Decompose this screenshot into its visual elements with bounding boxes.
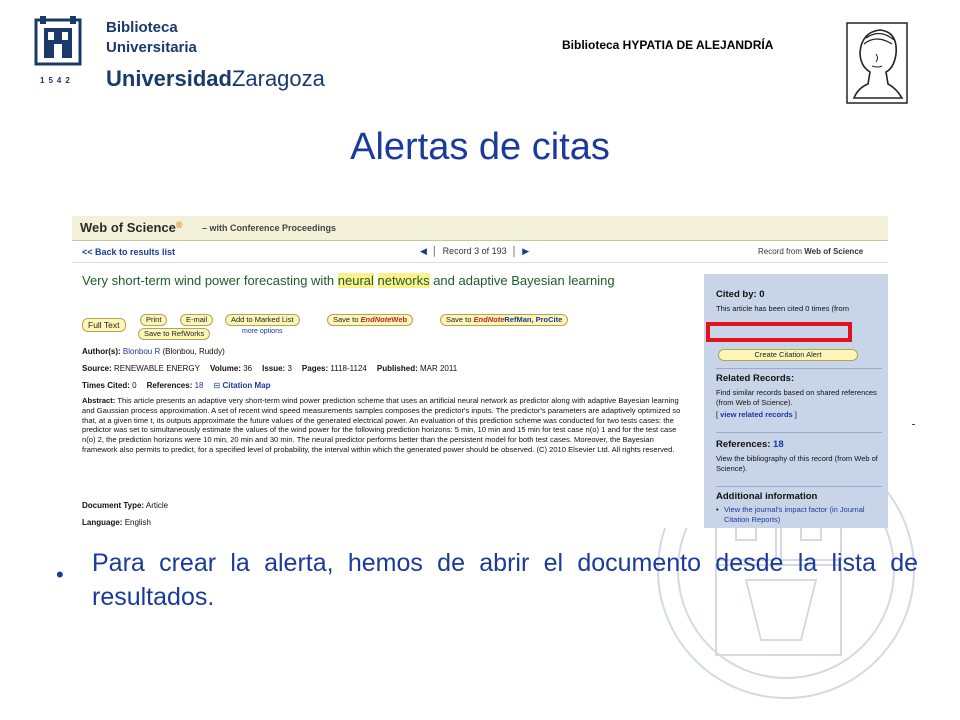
bullet-icon: •	[56, 562, 64, 587]
university-shield-icon	[30, 14, 98, 76]
logo-line-universidad	[106, 64, 325, 94]
record-source-prefix: Record from	[758, 247, 805, 256]
next-record-icon[interactable]: ▶	[522, 246, 530, 256]
previous-record-icon[interactable]: ◀	[420, 246, 427, 256]
language-value: English	[124, 518, 151, 527]
references-heading	[716, 440, 888, 450]
cited-by-label: Cited by:	[716, 289, 757, 300]
citation-line	[82, 381, 270, 390]
authors-label: Author(s):	[82, 347, 121, 356]
times-cited-label: Times Cited:	[82, 381, 130, 390]
abstract-label: Abstract:	[82, 396, 116, 405]
issue-label: Issue:	[262, 364, 286, 373]
document-type-label: Document Type:	[82, 501, 145, 510]
wos-topbar	[72, 216, 888, 241]
wos-brand-mark: ®	[175, 220, 183, 230]
bullet-instruction: Para crear la alerta, hemos de abrir el documento desde la lista de resultados.	[92, 549, 918, 611]
article-title-highlight-networks: networks	[377, 273, 430, 288]
source-line	[82, 364, 457, 373]
cited-by-text: This article has been cited 0 times (from	[716, 304, 849, 313]
print-button[interactable]: Print	[140, 314, 167, 326]
wos-brand	[80, 220, 182, 235]
logo-zaragoza: Zaragoza	[231, 66, 325, 91]
author-fullname: (Blonbou, Ruddy)	[162, 347, 225, 356]
logo-year: 1542	[40, 76, 74, 85]
record-source	[758, 247, 863, 256]
citation-map-icon[interactable]: ⊟	[213, 381, 221, 390]
bullet-icon: •	[716, 505, 719, 514]
sidebar-divider	[716, 486, 882, 487]
issue-value: 3	[287, 364, 292, 373]
related-records-section	[716, 374, 888, 420]
logo-text	[106, 18, 325, 94]
references-link[interactable]: 18	[194, 381, 204, 390]
record-counter: Record 3 of 193	[442, 246, 507, 256]
article-title[interactable]	[82, 273, 682, 289]
additional-info-heading: Additional information	[716, 491, 818, 502]
record-navigation: ◀ │ Record 3 of 193 │ ▶	[420, 246, 530, 256]
university-logo	[30, 14, 325, 92]
sidebar-references-label: References:	[716, 439, 771, 450]
endnote-label-2: EndNote	[473, 315, 505, 324]
document-type-line	[82, 501, 168, 510]
save-to-label-2: Save to	[446, 315, 474, 324]
impact-factor-link[interactable]: View the journal's impact factor (in Journal Citation Reports)	[724, 505, 865, 524]
library-name: Biblioteca HYPATIA DE ALEJANDRÍA	[562, 38, 774, 52]
source-label: Source:	[82, 364, 112, 373]
email-button[interactable]: E-mail	[180, 314, 213, 326]
published-label: Published:	[376, 364, 418, 373]
more-options-link[interactable]: more options	[242, 328, 283, 335]
endnote-web-label: Web	[391, 315, 408, 324]
article-title-start: Very short-term wind power forecasting with	[82, 273, 338, 288]
wos-subtitle: – with Conference Proceedings	[202, 223, 337, 233]
source-value: RENEWABLE ENERGY	[114, 364, 200, 373]
sidebar-divider	[716, 432, 882, 433]
citation-map-link[interactable]: Citation Map	[222, 381, 271, 390]
abstract	[82, 396, 688, 455]
pages-label: Pages:	[301, 364, 329, 373]
additional-info-section	[716, 492, 888, 525]
cited-by-value: 0	[759, 289, 765, 300]
abstract-text: This article presents an adaptive very short-term wind power prediction scheme that uses an artificial neural network as predictor along with adaptive Bayesian learning and Gaussian process approximation. A set of recent wind speed measurements samples composes the predictor's inputs. The predictor's parameters are adaptively optimized so that, at a given time t, its outputs approximate the future values of the generated electrical power. An evaluation of this prediction scheme was conducted for two tests cases: the predictor was set to simultaneously estimate the values of the wind power for the following prediction horizons: 5 min, 10 min and 15 min for test case n(o) 1 and for the test case n(o) 2, the prediction horizons were 10 min, 20 min and 30 min. The neural predictor performs better than the persistent model for both test cases. Moreover, the Bayesian framework also permits to predict, for a specified level of probability, the interval within which the generated power should be observed. (C) 2010 Elsevier Ltd. All rights reserved.	[82, 396, 681, 454]
impact-factor-item	[716, 505, 888, 525]
related-records-text: Find similar records based on shared references (from Web of Science).	[716, 388, 877, 407]
add-to-marked-list-button[interactable]: Add to Marked List	[225, 314, 300, 326]
cited-by-section	[716, 290, 888, 314]
volume-label: Volume:	[209, 364, 241, 373]
author-link[interactable]: Blonbou R	[122, 347, 161, 356]
page-title: Alertas de citas	[350, 126, 610, 168]
published-value: MAR 2011	[419, 364, 458, 373]
logo-line-biblioteca: Biblioteca	[106, 19, 178, 36]
article-title-highlight-neural: neural	[337, 273, 374, 288]
cited-by-heading	[716, 290, 888, 300]
times-cited-value: 0	[132, 381, 137, 390]
save-to-endnote-web-button[interactable]	[327, 314, 413, 326]
volume-value: 36	[243, 364, 253, 373]
logo-universidad: Universidad	[106, 66, 232, 91]
refman-procite-label: RefMan, ProCite	[504, 315, 563, 324]
sidebar-divider	[716, 368, 882, 369]
wos-brand-name: Web of Science	[80, 220, 176, 235]
related-records-link-row: [ view related records ]	[716, 410, 797, 419]
language-line	[82, 518, 151, 527]
record-source-name: Web of Science	[804, 247, 864, 256]
references-section	[716, 440, 888, 474]
slide-tick-mark	[912, 424, 915, 425]
create-citation-alert-button[interactable]: Create Citation Alert	[718, 349, 858, 361]
full-text-button[interactable]: Full Text	[82, 318, 126, 332]
language-label: Language:	[82, 518, 123, 527]
save-to-label: Save to	[333, 315, 361, 324]
save-to-refworks-button[interactable]: Save to RefWorks	[138, 328, 210, 340]
related-records-heading: Related Records:	[716, 373, 795, 384]
endnote-label: EndNote	[360, 315, 392, 324]
view-related-records-link[interactable]: view related records	[720, 410, 793, 419]
article-title-end: and adaptive Bayesian learning	[429, 273, 615, 288]
pages-value: 1118-1124	[330, 364, 367, 373]
hypatia-portrait-icon	[846, 22, 908, 104]
logo-line-universitaria: Universitaria	[106, 39, 197, 56]
citation-alert-highlight-box	[706, 322, 852, 342]
wos-record-screenshot	[72, 216, 888, 528]
references-text: View the bibliography of this record (from Web of Science).	[716, 454, 878, 473]
document-type-value: Article	[145, 501, 169, 510]
back-to-results-link[interactable]: << Back to results list	[82, 247, 176, 257]
authors-line	[82, 347, 225, 356]
record-actions	[82, 314, 682, 340]
record-sidebar	[704, 274, 888, 528]
references-label: References:	[146, 381, 193, 390]
sidebar-references-link[interactable]: 18	[773, 439, 784, 450]
wos-record-nav	[72, 242, 888, 263]
save-to-endnote-refman-button[interactable]	[440, 314, 568, 326]
